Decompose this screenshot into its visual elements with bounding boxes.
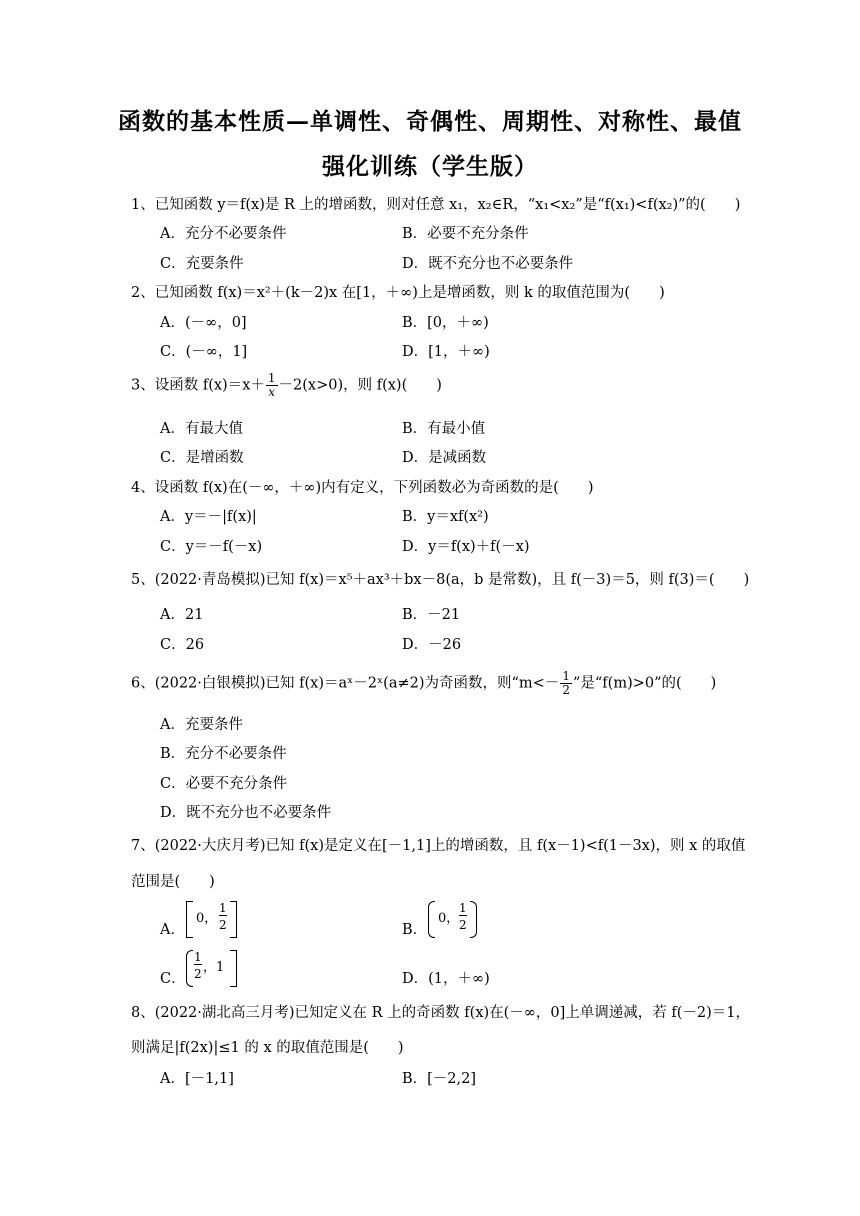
question-7-option-b: B． — [402, 922, 428, 938]
interval-c-num: 1 — [194, 950, 202, 964]
question-6-option-a: A．充要条件 — [160, 717, 243, 733]
fraction-numerator: 1 — [562, 669, 570, 683]
question-3-stem-prefix: 3、设函数 f(x)＝x＋ — [131, 377, 265, 394]
question-8-stem-line1: 8、(2022·湖北高三月考)已知定义在 R 上的奇函数 f(x)在(－∞，0]上单调递减，若 f(－2)＝1， — [131, 1005, 751, 1021]
question-8-option-a: A．[－1,1] — [160, 1071, 234, 1087]
interval-a-lower: 0， — [196, 911, 218, 926]
fraction-denominator: x — [268, 385, 276, 399]
question-6-stem-suffix: ”是“f(m)>0”的( ) — [572, 675, 717, 692]
question-6-option-b: B．充分不必要条件 — [160, 746, 287, 762]
question-4-option-c: C．y＝－f(－x) — [160, 539, 263, 555]
right-bracket-icon — [230, 901, 237, 938]
interval-a-den: 2 — [219, 918, 227, 932]
fraction-numerator: 1 — [267, 371, 276, 385]
question-4-stem: 4、设函数 f(x)在(－∞，＋∞)内有定义，下列函数必为奇函数的是( ) — [131, 480, 594, 496]
interval-b-lower: 0， — [438, 911, 460, 926]
question-4-option-a: A．y＝－|f(x)| — [160, 509, 257, 525]
question-8-stem-line2: 则满足|f(2x)|≤1 的 x 的取值范围是( ) — [131, 1040, 404, 1056]
question-5-option-c: C．26 — [160, 637, 205, 653]
interval-a-num: 1 — [219, 901, 227, 915]
question-3-stem-suffix: －2(x>0)，则 f(x)( ) — [278, 377, 442, 394]
question-1-option-a: A．充分不必要条件 — [160, 226, 287, 242]
question-2-stem: 2、已知函数 f(x)＝x²＋(k－2)x 在[1，＋∞)上是增函数，则 k 的取值范围为( ) — [131, 285, 665, 301]
interval-c-upper: ，1 — [203, 960, 225, 975]
question-8-option-b: B．[－2,2] — [402, 1071, 477, 1087]
question-6-option-d: D．既不充分也不必要条件 — [160, 805, 332, 821]
question-6-stem — [131, 670, 731, 697]
question-6-option-c: C．必要不充分条件 — [160, 776, 288, 792]
right-bracket-icon — [230, 950, 237, 987]
fraction-denominator: 2 — [562, 683, 570, 697]
question-7-option-d: D．(1，＋∞) — [402, 971, 490, 987]
interval-b-num: 1 — [459, 901, 467, 915]
page-title: 函数的基本性质—单调性、奇偶性、周期性、对称性、最值 — [118, 108, 742, 135]
question-5-option-a: A．21 — [160, 607, 204, 623]
fraction-1-over-2 — [560, 670, 572, 697]
page-subtitle: 强化训练（学生版） — [322, 153, 538, 180]
question-6-stem-prefix: 6、(2022·白银模拟)已知 f(x)＝aˣ－2ˣ(a≠2)为奇函数，则“m<－ — [131, 675, 560, 692]
question-7-option-c: C． — [160, 971, 186, 987]
interval-c-den: 2 — [194, 967, 202, 981]
question-4-option-b: B．y＝xf(x²) — [402, 509, 489, 525]
question-3-option-d: D．是减函数 — [402, 450, 487, 466]
left-bracket-icon — [186, 901, 193, 938]
question-5-option-b: B．－21 — [402, 607, 461, 623]
interval-b-den: 2 — [459, 918, 467, 932]
question-2-option-d: D．[1，＋∞) — [402, 344, 490, 360]
question-5-stem: 5、(2022·青岛模拟)已知 f(x)＝x⁵＋ax³＋bx－8(a，b 是常数)，且 f(－3)＝5，则 f(3)＝( ) — [131, 572, 750, 588]
left-paren-icon — [428, 901, 435, 938]
question-1-stem: 1、已知函数 y＝f(x)是 R 上的增函数，则对任意 x₁，x₂∈R，“x₁<x₂”是“f(x₁)<f(x₂)”的( ) — [131, 197, 741, 213]
question-1-option-c: C．充要条件 — [160, 256, 244, 272]
question-3-option-c: C．是增函数 — [160, 450, 244, 466]
right-paren-icon — [470, 901, 477, 938]
fraction-1-over-x — [266, 372, 278, 399]
question-1-option-b: B．必要不充分条件 — [402, 226, 529, 242]
question-7-stem-line1: 7、(2022·大庆月考)已知 f(x)是定义在[－1,1]上的增函数，且 f(x－1)<f(1－3x)，则 x 的取值 — [131, 838, 746, 854]
question-7-stem-line2: 范围是( ) — [131, 874, 215, 890]
question-1-option-d: D．既不充分也不必要条件 — [402, 256, 574, 272]
question-2-option-a: A．(－∞，0] — [160, 315, 247, 331]
question-2-option-b: B．[0，＋∞) — [402, 315, 489, 331]
question-2-option-c: C．(－∞，1] — [160, 344, 248, 360]
question-4-option-d: D．y＝f(x)＋f(－x) — [402, 539, 530, 555]
question-3-stem — [131, 372, 731, 399]
question-5-option-d: D．－26 — [402, 637, 462, 653]
left-paren-icon — [186, 950, 193, 987]
question-3-option-b: B．有最小值 — [402, 421, 486, 437]
question-3-option-a: A．有最大值 — [160, 421, 243, 437]
question-7-option-a: A． — [160, 922, 185, 938]
